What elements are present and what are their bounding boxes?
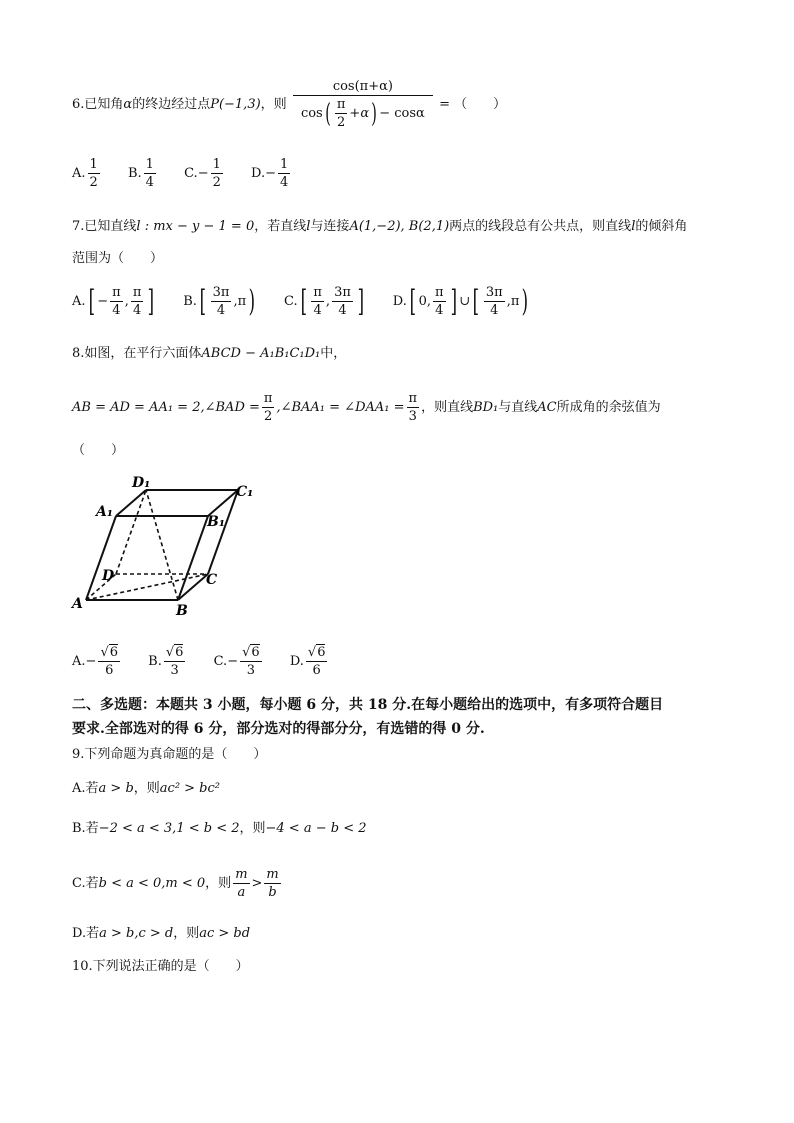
q8-option-b: B. $\frac{√6}{3}$: [148, 645, 184, 678]
label-a1: A₁: [96, 504, 113, 520]
q7-options: [72, 284, 553, 319]
label-b1: B₁: [207, 514, 225, 530]
label-a: A: [72, 596, 83, 612]
q6-den-rest: − cosα: [379, 106, 425, 121]
q6-pi-over-2: [335, 96, 348, 131]
q6-answer-paren: （ ）: [454, 97, 507, 112]
q7-option-d: D.[ 0, $\frac{\pi}{4}$ ] ∪[ $\frac{3\pi}{4}$ ,π): [392, 283, 529, 319]
q7-option-b: B.[ $\frac{3\pi}{4}$ ,π): [183, 283, 256, 319]
q6-equals: =: [439, 97, 451, 112]
q6-den-cos: cos: [300, 106, 323, 121]
q9-option-a: A.若a > b，则ac² > bc²: [72, 781, 220, 796]
q6-den-two: 2: [337, 115, 346, 130]
q8-solid-name: ABCD − A₁B₁C₁D₁: [201, 346, 321, 361]
q7-option-a: A.[ − $\frac{\pi}{4}$ , $\frac{\pi}{4}$ ]: [72, 283, 155, 319]
section-2-heading-line2: 要求.全部选对的得 6 分，部分选对的得部分分，有选错的得 0 分.: [72, 721, 485, 737]
q9-option-b: B.若−2 < a < 3,1 < b < 2，则−4 < a − b < 2: [72, 821, 367, 836]
question-10: 10.下列说法正确的是（ ）: [72, 959, 249, 974]
q7-option-c: C.[ $\frac{\pi}{4}$ , $\frac{3\pi}{4}$ ]: [284, 283, 364, 319]
q6-numerator: cos(π+α): [293, 78, 433, 96]
q6-paren-open: (: [325, 98, 331, 129]
q8-options: [72, 644, 351, 679]
q6-paren-close: ): [371, 98, 377, 129]
q6-options: [72, 156, 314, 191]
question-6: [72, 78, 506, 131]
q6-denominator: [293, 96, 433, 131]
q6-option-b: B. $\frac{1}{4}$: [127, 157, 154, 190]
label-d1: D₁: [132, 475, 151, 491]
q9-option-c: C.若b < a < 0,m < 0，则 $\frac{m}{a}$ > $\frac{m}{b}$: [72, 867, 279, 900]
q8-option-c: C.− $\frac{√6}{3}$: [213, 645, 260, 678]
q8-option-d: D. $\frac{√6}{6}$: [289, 645, 326, 678]
q7-points: A(1,−2), B(2,1): [349, 219, 450, 234]
q9-option-d: D.若a > b,c > d，则ac > bd: [72, 926, 251, 941]
q8-answer-paren: （ ）: [72, 443, 125, 458]
q6-point: P(−1,3): [210, 97, 261, 112]
q6-main-fraction: [293, 78, 433, 131]
question-8: 8.如图，在平行六面体ABCD − A₁B₁C₁D₁中，: [72, 346, 347, 361]
q7-line-equation: l : mx − y − 1 = 0: [136, 219, 255, 234]
q8-option-a: A.− $\frac{√6}{6}$: [72, 645, 119, 678]
q6-option-d: D.− $\frac{1}{4}$: [251, 157, 289, 190]
q6-den-plus-alpha: +α: [349, 106, 370, 121]
label-c1: C₁: [236, 484, 254, 500]
q6-then: ，则: [260, 97, 287, 112]
section-2-heading: 二、多选题：本题共 3 小题，每小题 6 分，共 18 分.在每小题给出的选项中，有多项符合题目: [72, 697, 664, 713]
q6-prefix: 6.已知角: [72, 97, 124, 112]
question-9: 9.下列命题为真命题的是（ ）: [72, 747, 267, 762]
q6-option-a: A. $\frac{1}{2}$: [72, 157, 98, 190]
q6-mid: 的终边经过点: [132, 97, 211, 112]
q6-alpha: α: [123, 97, 133, 112]
edge-a-a1: [86, 516, 116, 600]
q6-option-c: C.− $\frac{1}{2}$: [184, 157, 221, 190]
parallelepiped-figure: [70, 472, 270, 622]
q8-conditions: AB = AD = AA₁ = 2,∠BAD = $\frac{\pi}{2}$ ,∠BAA₁ = ∠DAA₁ = $\frac{\pi}{3}$ ，则直线BD₁与直线AC所成角的余弦值为: [72, 391, 661, 424]
q7-stem-line2: 范围为（ ）: [72, 251, 164, 266]
q6-den-pi: π: [336, 97, 346, 112]
label-d: D: [102, 568, 115, 584]
label-b: B: [176, 603, 188, 619]
edge-a1-d1: [116, 490, 146, 516]
label-c: C: [206, 572, 218, 588]
question-7: 7.已知直线l : mx − y − 1 = 0，若直线l与连接A(1,−2), B(2,1)两点的线段总有公共点，则直线l的倾斜角: [72, 219, 688, 234]
